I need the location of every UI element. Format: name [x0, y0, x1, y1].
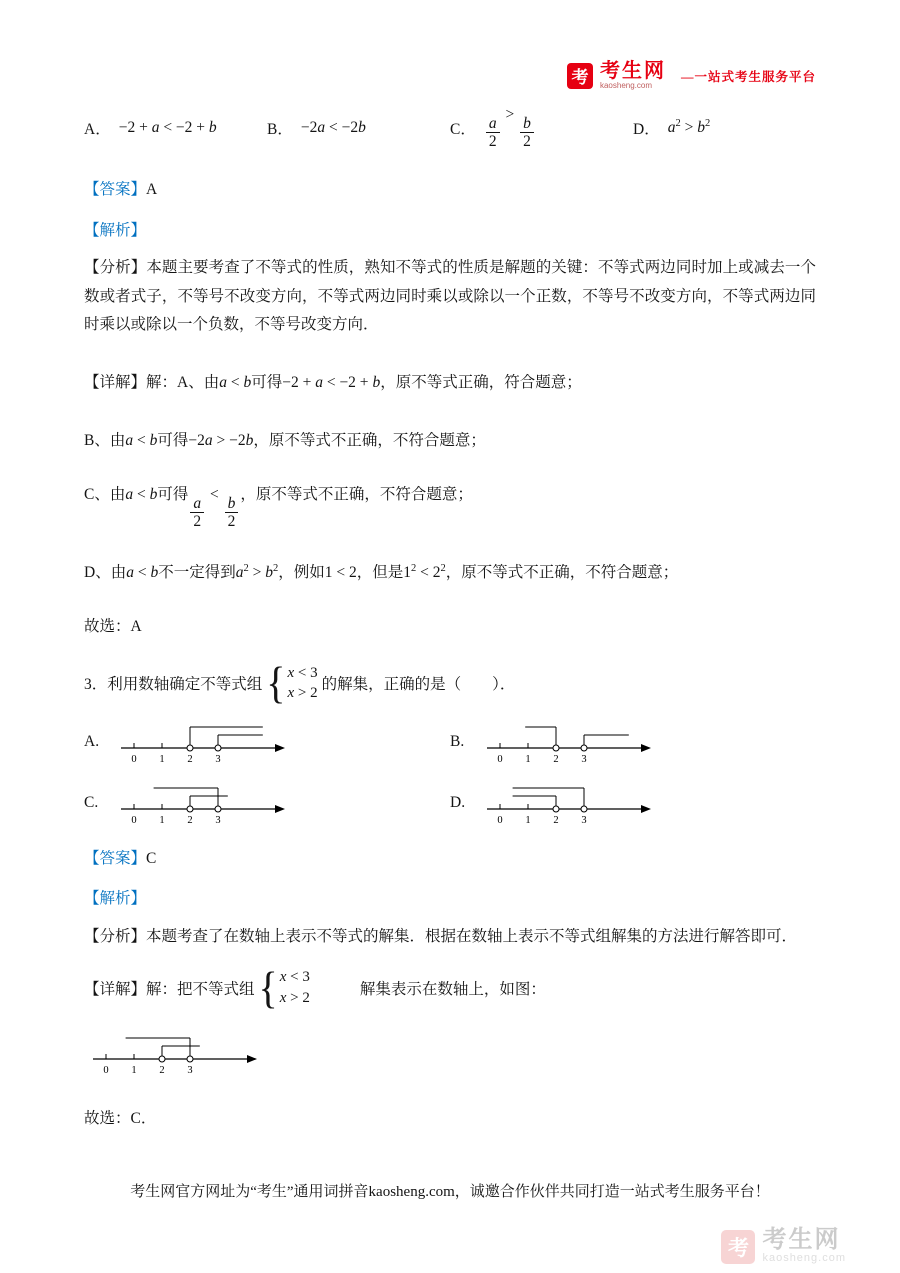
q2-detail-d	[84, 559, 816, 587]
logo-icon: 考	[567, 63, 593, 89]
numberline-option-b	[482, 719, 654, 766]
svg-text:0: 0	[131, 753, 137, 765]
logo-tagline: —一站式考生服务平台	[680, 69, 816, 84]
q3-detail-pre: 解：把不等式组	[146, 980, 255, 998]
svg-text:1: 1	[525, 753, 531, 765]
watermark-logo-icon: 考	[721, 1230, 755, 1264]
logo-site-text: kaosheng.com	[599, 81, 653, 91]
q2-detail-b-text: B、由a < b可得−2a > −2b，原不等式不正确，不符合题意；	[84, 432, 486, 450]
q3-number: 3．	[84, 675, 108, 693]
q3-detail-system-bottom: x > 2	[279, 989, 310, 1006]
q2-option-a	[84, 117, 267, 139]
q3-diagram-d-key: D.	[450, 794, 466, 812]
q3-detail-post: 解集表示在数轴上，如图：	[359, 980, 546, 998]
kaosheng-logo	[567, 61, 816, 90]
left-brace: {	[266, 657, 286, 708]
logo-brand-text: 考生网	[599, 60, 666, 83]
q3-inequality-system	[266, 657, 318, 708]
kaosheng-watermark	[721, 1228, 846, 1265]
q3-diagram-a-key: A.	[84, 733, 100, 751]
q3-system-bottom: x > 2	[287, 684, 318, 701]
svg-text:3: 3	[581, 814, 587, 826]
svg-text:0: 0	[497, 814, 503, 826]
q3-solution-diagram	[88, 1030, 816, 1077]
q2-detail-c	[84, 481, 816, 530]
svg-text:1: 1	[525, 814, 531, 826]
numberline-option-a	[116, 719, 288, 766]
q3-detail-inequality-system	[258, 961, 310, 1013]
q3-system-top: x < 3	[287, 664, 318, 681]
left-brace: {	[258, 961, 278, 1013]
footer-text: 考生网官方网址为“考生”通用词拼音kaosheng.com，诚邀合作伙伴共同打造一站式考生服务平台！	[130, 1184, 770, 1200]
q2-option-d	[633, 117, 816, 139]
svg-text:2: 2	[553, 814, 559, 826]
q2-answer-value: A	[146, 181, 158, 198]
numberline-option-c	[116, 780, 288, 827]
q3-stem-post: 的解集，正确的是（ ）．	[321, 675, 516, 693]
svg-text:1: 1	[131, 1064, 137, 1076]
q3-stem	[84, 657, 816, 709]
q3-fenxi-text: 本题考查了在数轴上表示不等式的解集．根据在数轴上表示不等式组解集的方法进行解答即可．	[146, 928, 798, 946]
fenxi-label: 【分析】	[84, 928, 147, 946]
xiangjie-label: 【详解】	[84, 374, 147, 392]
jiexi-label: 【解析】	[84, 222, 147, 240]
svg-text:1: 1	[159, 814, 165, 826]
q3-diagram-option-a	[84, 719, 450, 766]
q3-answer-line	[84, 845, 816, 873]
q2-fenxi-text: 本题主要考查了不等式的性质，熟知不等式的性质是解题的关键：不等式两边同时加上或减去一个数或者式子，不等号不改变方向，不等式两边同时乘以或除以一个正数，不等号不改变方向，不等式两边同时乘以或除以一个负数，不等号改变方向．	[84, 259, 816, 333]
q3-diagram-option-b	[450, 719, 816, 766]
svg-text:2: 2	[187, 814, 193, 826]
page-header	[84, 52, 816, 100]
fenxi-label: 【分析】	[84, 259, 147, 277]
q2-option-b-expression: −2a < −2b	[300, 119, 366, 136]
numberline-solution	[88, 1030, 816, 1077]
answer-label: 【答案】	[84, 849, 147, 867]
q2-detail-b	[84, 427, 816, 455]
svg-text:3: 3	[215, 814, 221, 826]
q3-diagram-c-key: C.	[84, 794, 99, 812]
svg-text:2: 2	[553, 753, 559, 765]
q2-option-b-key: B．	[267, 121, 293, 138]
q2-option-c	[450, 106, 633, 150]
page-footer	[0, 1180, 900, 1201]
numberline-option-d	[482, 780, 654, 827]
q2-detail-a	[84, 369, 816, 397]
q3-choose-text: 故选：C．	[84, 1109, 157, 1127]
q3-fenxi-paragraph	[84, 923, 816, 951]
jiexi-label: 【解析】	[84, 890, 147, 908]
q3-jiexi-line	[84, 885, 816, 913]
q3-diagram-row-2	[84, 780, 816, 827]
svg-text:3: 3	[187, 1064, 193, 1076]
svg-text:3: 3	[581, 753, 587, 765]
q2-option-a-key: A．	[84, 121, 111, 138]
watermark-brand-text: 考生网	[762, 1227, 841, 1254]
q3-answer-value: C	[146, 849, 157, 867]
watermark-site-text: kaosheng.com	[762, 1252, 846, 1265]
xiangjie-label: 【详解】	[84, 980, 147, 998]
svg-text:0: 0	[497, 753, 503, 765]
q2-option-c-expression: $\frac{a}{2}$ > $\frac{b}{2}$	[484, 106, 536, 150]
q2-choose-line	[84, 613, 816, 641]
q2-answer-line	[84, 176, 816, 204]
q3-diagram-option-c	[84, 780, 450, 827]
q2-detail-a-text: 解：A、由a < b可得−2 + a < −2 + b，原不等式正确，符合题意；	[146, 374, 582, 392]
q2-fenxi-paragraph	[84, 254, 816, 339]
q3-choose-line	[84, 1105, 816, 1133]
q2-option-b	[267, 117, 450, 139]
q2-option-a-expression: −2 + a < −2 + b	[118, 119, 217, 136]
q2-choose-text: 故选：A	[84, 617, 142, 635]
q2-option-d-key: D．	[633, 121, 660, 138]
answer-label: 【答案】	[84, 181, 147, 198]
svg-text:0: 0	[131, 814, 137, 826]
q2-detail-c-text: C、由a < b可得 $\frac{a}{2}$ < $\frac{b}{2}$ ，原不等式不正确，不符合题意；	[84, 486, 473, 531]
q3-diagram-option-d	[450, 780, 816, 827]
q2-options-row	[84, 105, 816, 150]
q2-jiexi-line	[84, 217, 816, 245]
svg-text:2: 2	[187, 753, 193, 765]
svg-text:1: 1	[159, 753, 165, 765]
svg-text:0: 0	[103, 1064, 109, 1076]
svg-text:2: 2	[159, 1064, 165, 1076]
q2-detail-d-text: D、由a < b不一定得到$a^2 > b^2$，例如1 < 2，但是$1^2 < 2^2$，原不等式不正确，不符合题意；	[84, 562, 679, 581]
q2-option-d-expression: $a^2 > b^2$	[667, 117, 711, 136]
q3-diagram-b-key: B.	[450, 733, 465, 751]
q3-diagram-row-1	[84, 719, 816, 766]
svg-text:3: 3	[215, 753, 221, 765]
q3-detail-system-top: x < 3	[279, 969, 310, 986]
q3-detail-line	[84, 962, 816, 1014]
q3-stem-pre: 利用数轴确定不等式组	[107, 675, 263, 693]
q2-option-c-key: C．	[450, 121, 476, 138]
